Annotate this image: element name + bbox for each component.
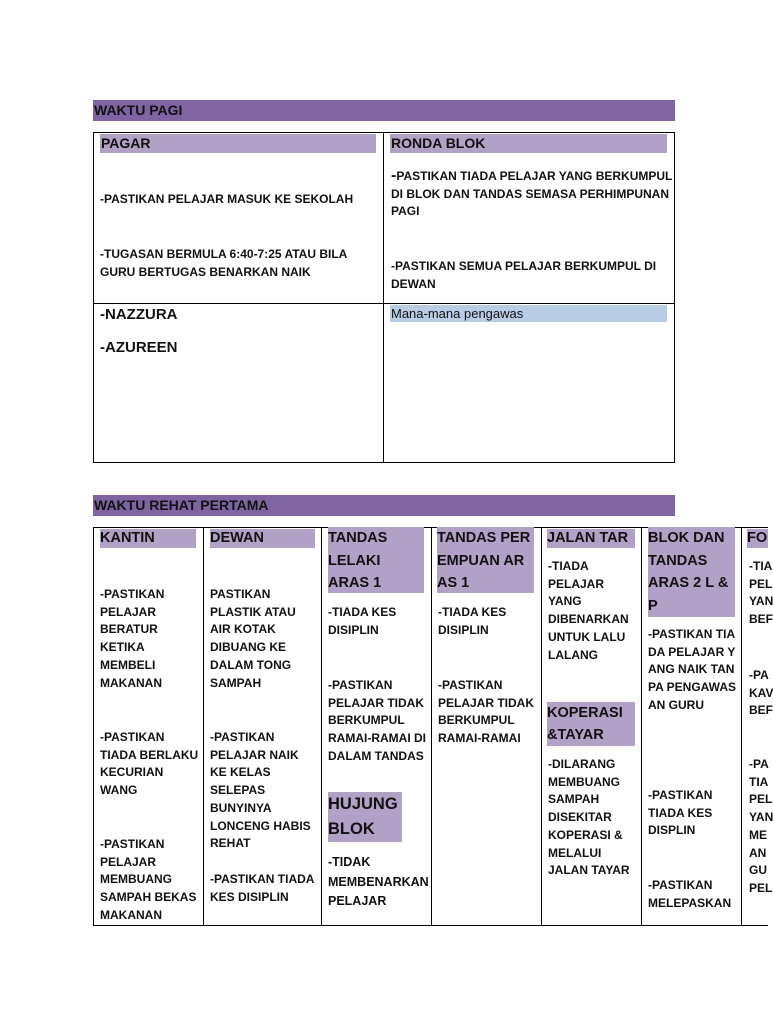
ronda-blok-heading: RONDA BLOK — [390, 134, 667, 153]
partial-column-point-2: -PA KAV BEF — [749, 668, 773, 718]
dewan-point-1: PASTIKAN PLASTIK ATAU AIR KOTAK DIBUANG KE DALAM TONG SAMPAH — [210, 587, 296, 690]
tandas-perempuan-point-1: -TIADA KES DISIPLIN — [438, 605, 507, 637]
partial-column-point-1: -TIA PEL YAN BEF — [749, 559, 773, 627]
dewan-point-3: -PASTIKAN TIADA KES DISIPLIN — [210, 872, 314, 904]
tandas-lelaki-point-1: -TIADA KES DISIPLIN — [328, 605, 397, 637]
pagar-point-2: -TUGASAN BERMULA 6:40-7:25 ATAU BILA GURU BERTUGAS BENARKAN NAIK — [100, 247, 347, 279]
kantin-point-3: -PASTIKAN PELAJAR MEMBUANG SAMPAH BEKAS MAKANAN — [100, 837, 197, 922]
tandas-lelaki-point-2: -PASTIKAN PELAJAR TIDAK BERKUMPUL RAMAI-RAMAI DI DALAM TANDAS — [328, 678, 426, 763]
ronda-blok-point-2: -PASTIKAN SEMUA PELAJAR BERKUMPUL DI DEWAN — [391, 259, 657, 291]
kantin-point-1: -PASTIKAN PELAJAR BERATUR KETIKA MEMBELI MAKANAN — [100, 587, 165, 690]
dewan-heading: DEWAN — [210, 529, 315, 548]
koperasi-tayar-heading: KOPERASI &TAYAR — [547, 702, 635, 746]
blok-tandas-point-2: -PASTIKAN TIADA KES DISPLIN — [648, 788, 713, 838]
tandas-perempuan-heading: TANDAS PEREMPUAN ARAS 1 — [437, 527, 534, 593]
pagar-duty-name-2: -AZUREEN — [100, 339, 178, 356]
blok-tandas-aras-2-heading: BLOK DAN TANDAS ARAS 2 L & P — [648, 527, 735, 617]
blok-tandas-point-1: -PASTIKAN TIADA PELAJAR YANG NAIK TANPA PENGAWASAN GURU — [648, 627, 737, 712]
tandas-lelaki-heading: TANDAS LELAKI ARAS 1 — [328, 527, 424, 593]
pagar-duty-name-1: -NAZZURA — [100, 306, 178, 323]
jalan-tar-heading: JALAN TAR — [547, 529, 635, 548]
ronda-blok-assignee: Mana-mana pengawas — [390, 305, 667, 322]
kantin-heading: KANTIN — [100, 529, 196, 548]
pagar-point-1: -PASTIKAN PELAJAR MASUK KE SEKOLAH — [100, 192, 354, 206]
section-title-waktu-pagi: WAKTU PAGI — [93, 100, 675, 121]
partial-column-heading: FO — [747, 530, 768, 546]
jalan-tar-point-1: -TIADA PELAJAR YANG DIBENARKAN UNTUK LALU LALANG — [548, 559, 629, 662]
ronda-blok-point-1: -PASTIKAN TIADA PELAJAR YANG BERKUMPUL DI BLOK DAN TANDAS SEMASA PERHIMPUNAN PAGI — [391, 167, 673, 219]
kantin-point-2: -PASTIKAN TIADA BERLAKU KECURIAN WANG — [100, 730, 199, 798]
tandas-perempuan-point-2: -PASTIKAN PELAJAR TIDAK BERKUMPUL RAMAI-RAMAI — [438, 678, 535, 746]
hujung-blok-point-1: -TIDAK MEMBENARKAN PELAJAR — [328, 855, 429, 908]
hujung-blok-heading: HUJUNG BLOK — [328, 792, 402, 842]
section-title-waktu-rehat-pertama: WAKTU REHAT PERTAMA — [93, 495, 675, 516]
pagar-heading: PAGAR — [100, 134, 376, 153]
koperasi-tayar-point-1: -DILARANG MEMBUANG SAMPAH DISEKITAR KOPERASI & MELALUI JALAN TAYAR — [548, 757, 630, 878]
dewan-point-2: -PASTIKAN PELAJAR NAIK KE KELAS SELEPAS BUNYINYA LONCENG HABIS REHAT — [210, 730, 311, 851]
blok-tandas-point-3: -PASTIKAN MELEPASKAN — [648, 878, 732, 910]
partial-column-point-3: -PA TIA PEL YAN ME AN GU PEL — [749, 757, 773, 895]
